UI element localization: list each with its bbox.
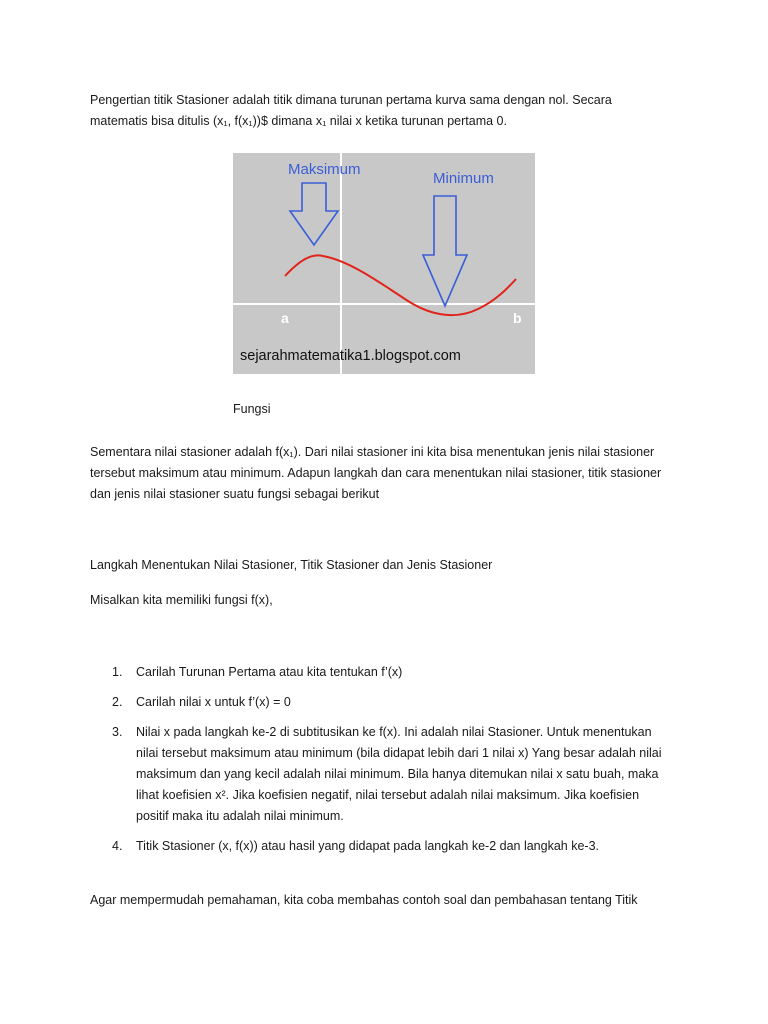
list-number: 3. <box>112 725 123 739</box>
list-item <box>90 836 690 857</box>
label-maksimum: Maksimum <box>288 161 361 178</box>
list-item <box>90 692 690 713</box>
section-heading: Langkah Menentukan Nilai Stasioner, Titik Stasioner dan Jenis Stasioner <box>90 558 493 572</box>
suppose-sentence: Misalkan kita memiliki fungsi f(x), <box>90 593 273 607</box>
stationary-point-figure <box>233 153 535 374</box>
watermark-url: sejarahmatematika1.blogspot.com <box>240 348 461 364</box>
intro-line-1: Pengertian titik Stasioner adalah titik dimana turunan pertama kurva sama dengan nol. Secara <box>90 93 612 107</box>
sine-curve <box>285 255 516 315</box>
minimum-arrow-icon <box>423 196 467 306</box>
step-3-line-4: lihat koefisien x². Jika koefisien negatif, nilai tersebut adalah nilai maksimum. Jika koefisien <box>136 788 640 802</box>
list-item <box>90 662 690 683</box>
list-number: 1. <box>112 665 123 679</box>
step-3-line-5: positif maka itu adalah nilai minimum. <box>136 809 344 823</box>
step-4-line-1: Titik Stasioner (x, f(x)) atau hasil yang didapat pada langkah ke-2 dan langkah ke-3. <box>136 839 599 853</box>
step-2-line-1: Carilah nilai x untuk f’(x) = 0 <box>136 695 291 709</box>
intro-paragraph <box>90 90 690 132</box>
list-item <box>90 722 690 827</box>
paragraph2-line-2: tersebut maksimum atau minimum. Adapun langkah dan cara menentukan nilai stasioner, titik stasioner <box>90 466 662 480</box>
step-3-line-2: nilai tersebut maksimum atau minimum (bila didapat lebih dari 1 nilai x) Yang besar adalah nilai <box>136 746 662 760</box>
paragraph2-line-1: Sementara nilai stasioner adalah f(x₁). Dari nilai stasioner ini kita bisa menentukan jenis nilai stasioner <box>90 445 655 459</box>
closing-sentence: Agar mempermudah pemahaman, kita coba membahas contoh soal dan pembahasan tentang Titik <box>90 893 638 907</box>
label-b: b <box>513 310 522 326</box>
stationary-value-paragraph <box>90 442 690 505</box>
step-3-line-3: maksimum dan yang kecil adalah nilai minimum. Bila hanya ditemukan nilai x satu buah, maka <box>136 767 659 781</box>
label-minimum: Minimum <box>433 170 494 187</box>
step-3-line-1: Nilai x pada langkah ke-2 di subtitusikan ke f(x). Ini adalah nilai Stasioner. Untuk menentukan <box>136 725 652 739</box>
steps-list <box>90 662 690 866</box>
paragraph2-line-3: dan jenis nilai stasioner suatu fungsi sebagai berikut <box>90 487 380 501</box>
figure-caption: Fungsi <box>233 402 271 416</box>
list-number: 4. <box>112 839 123 853</box>
step-1-line-1: Carilah Turunan Pertama atau kita tentukan f’(x) <box>136 665 403 679</box>
maximum-arrow-icon <box>290 183 338 245</box>
intro-line-2: matematis bisa ditulis (x₁, f(x₁))$ dimana x₁ nilai x ketika turunan pertama 0. <box>90 114 507 128</box>
list-number: 2. <box>112 695 123 709</box>
figure-graphic <box>233 153 535 374</box>
label-a: a <box>281 310 289 326</box>
